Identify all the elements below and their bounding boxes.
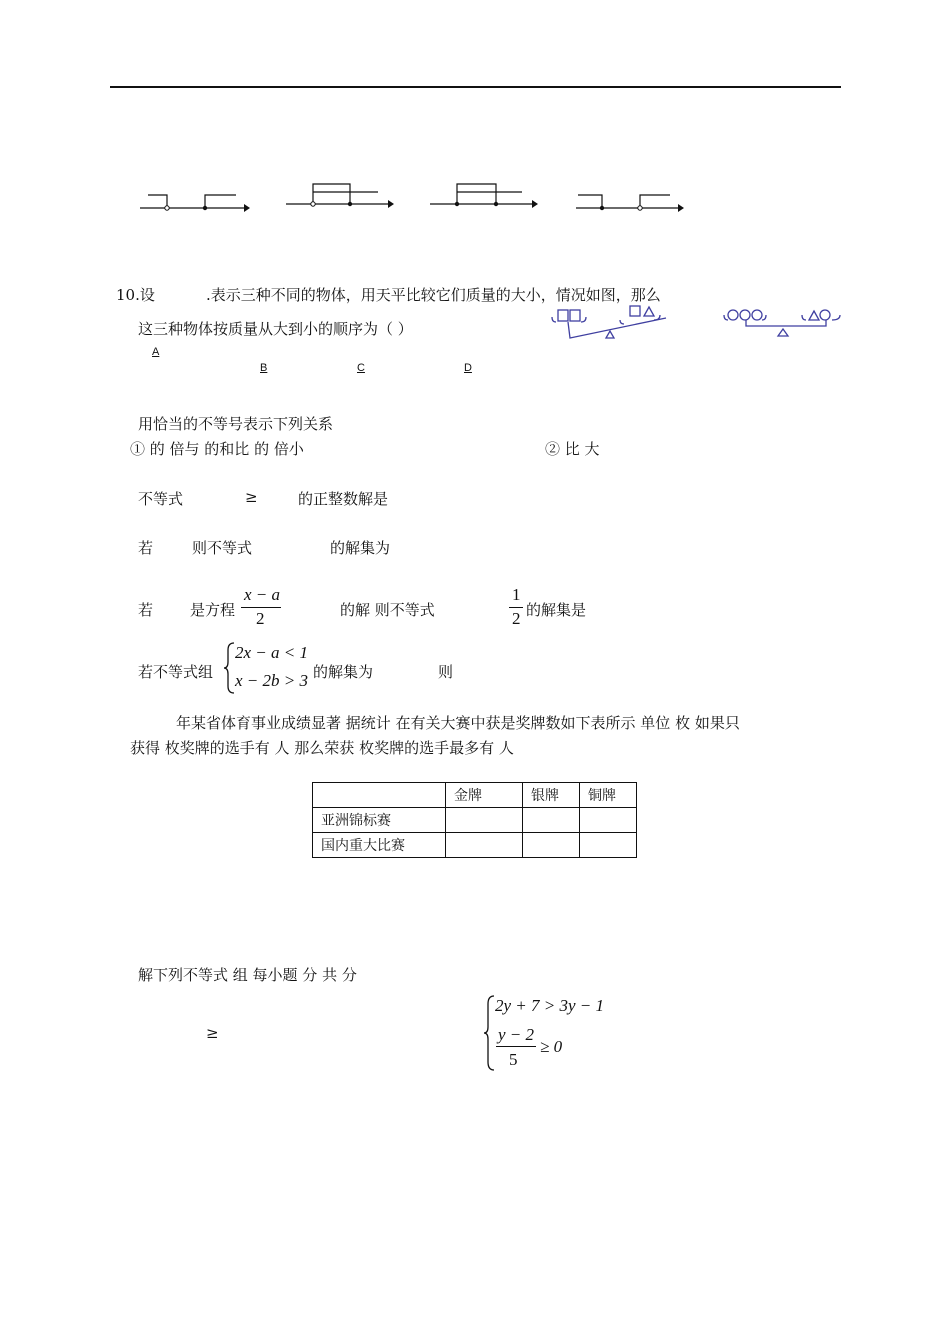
table-cell — [446, 833, 523, 858]
table-cell — [523, 833, 580, 858]
q-relation-part1: ① 的 倍与 的和比 的 倍小 — [130, 440, 304, 458]
number-line-option-a — [138, 185, 258, 220]
table-header-cell: 金牌 — [446, 783, 523, 808]
table-header-row — [313, 783, 637, 808]
q-system-text3: 则 — [438, 663, 454, 681]
q10-number: 10.设 — [116, 286, 155, 304]
q-solve-ge: ≥ — [206, 1024, 219, 1042]
q-solve-frac-numerator: y − 2 — [498, 1025, 535, 1044]
medal-table — [312, 782, 637, 858]
q-eq-frac-denominator: 2 — [256, 609, 265, 628]
q-solve-line1: 2y + 7 > 3y − 1 — [495, 996, 605, 1015]
balance-scale-2 — [722, 304, 850, 344]
table-cell: 亚洲锦标赛 — [313, 808, 446, 833]
q-if-text3: 的解集为 — [330, 539, 391, 557]
q-relation-title: 用恰当的不等号表示下列关系 — [138, 415, 334, 433]
q-solve-frac-relation: ≥ 0 — [540, 1037, 563, 1056]
q-integer-text1: 不等式 — [138, 490, 184, 508]
q-if-text1: 若 — [138, 539, 154, 557]
q-solve-frac-bar — [496, 1046, 536, 1047]
q10-option-b[interactable]: B — [260, 362, 268, 374]
table-row — [313, 833, 637, 858]
table-header-cell — [313, 783, 446, 808]
q-eq-half-denominator: 2 — [512, 609, 521, 628]
q-system-text2: 的解集为 — [313, 663, 374, 681]
q-medal-line2: 获得 枚奖牌的选手有 人 那么荣获 枚奖牌的选手最多有 人 — [130, 739, 514, 757]
table-cell — [580, 833, 637, 858]
header-rule — [110, 86, 841, 88]
table-cell — [446, 808, 523, 833]
table-header-cell: 铜牌 — [580, 783, 637, 808]
q-system-text1: 若不等式组 — [138, 663, 214, 681]
q10-text-line2: 这三种物体按质量从大到小的顺序为（ ） — [138, 320, 413, 338]
q-system-line2: x − 2b > 3 — [235, 671, 308, 690]
q-eq-half-numerator: 1 — [512, 585, 521, 604]
table-header-cell: 银牌 — [523, 783, 580, 808]
q10-text-line1: .表示三种不同的物体，用天平比较它们质量的大小，情况如图，那么 — [206, 286, 661, 304]
q10-option-d[interactable]: D — [464, 362, 472, 374]
q-eq-frac-numerator: x − a — [244, 585, 281, 604]
q10-option-a[interactable]: A — [152, 346, 160, 358]
q10-option-c[interactable]: C — [357, 362, 365, 374]
q-if-text2: 则不等式 — [192, 539, 253, 557]
q-medal-line1: 年某省体育事业成绩显著 据统计 在有关大赛中获是奖牌数如下表所示 单位 枚 如果只 — [176, 714, 740, 732]
q-system-line1: 2x − a < 1 — [235, 643, 308, 662]
q-relation-part2: ② 比 大 — [545, 440, 600, 458]
number-line-option-c — [428, 180, 548, 220]
q-eq-text1: 若 — [138, 601, 154, 619]
q-eq-half-bar — [509, 607, 523, 608]
number-line-option-b — [284, 180, 404, 220]
balance-scale-1 — [548, 304, 673, 344]
q-eq-text3: 的解 则不等式 — [340, 601, 435, 619]
q-solve-title: 解下列不等式 组 每小题 分 共 分 — [138, 966, 357, 984]
q-solve-frac-denominator: 5 — [509, 1050, 518, 1069]
q-eq-frac-bar — [241, 607, 281, 608]
q-eq-text4: 的解集是 — [526, 601, 587, 619]
table-row — [313, 808, 637, 833]
table-cell — [523, 808, 580, 833]
table-cell: 国内重大比赛 — [313, 833, 446, 858]
q-integer-ge: ≥ — [245, 488, 258, 506]
number-line-option-d — [574, 185, 694, 220]
table-cell — [580, 808, 637, 833]
q-integer-text2: 的正整数解是 — [298, 490, 389, 508]
q-eq-text2: 是方程 — [190, 601, 236, 619]
